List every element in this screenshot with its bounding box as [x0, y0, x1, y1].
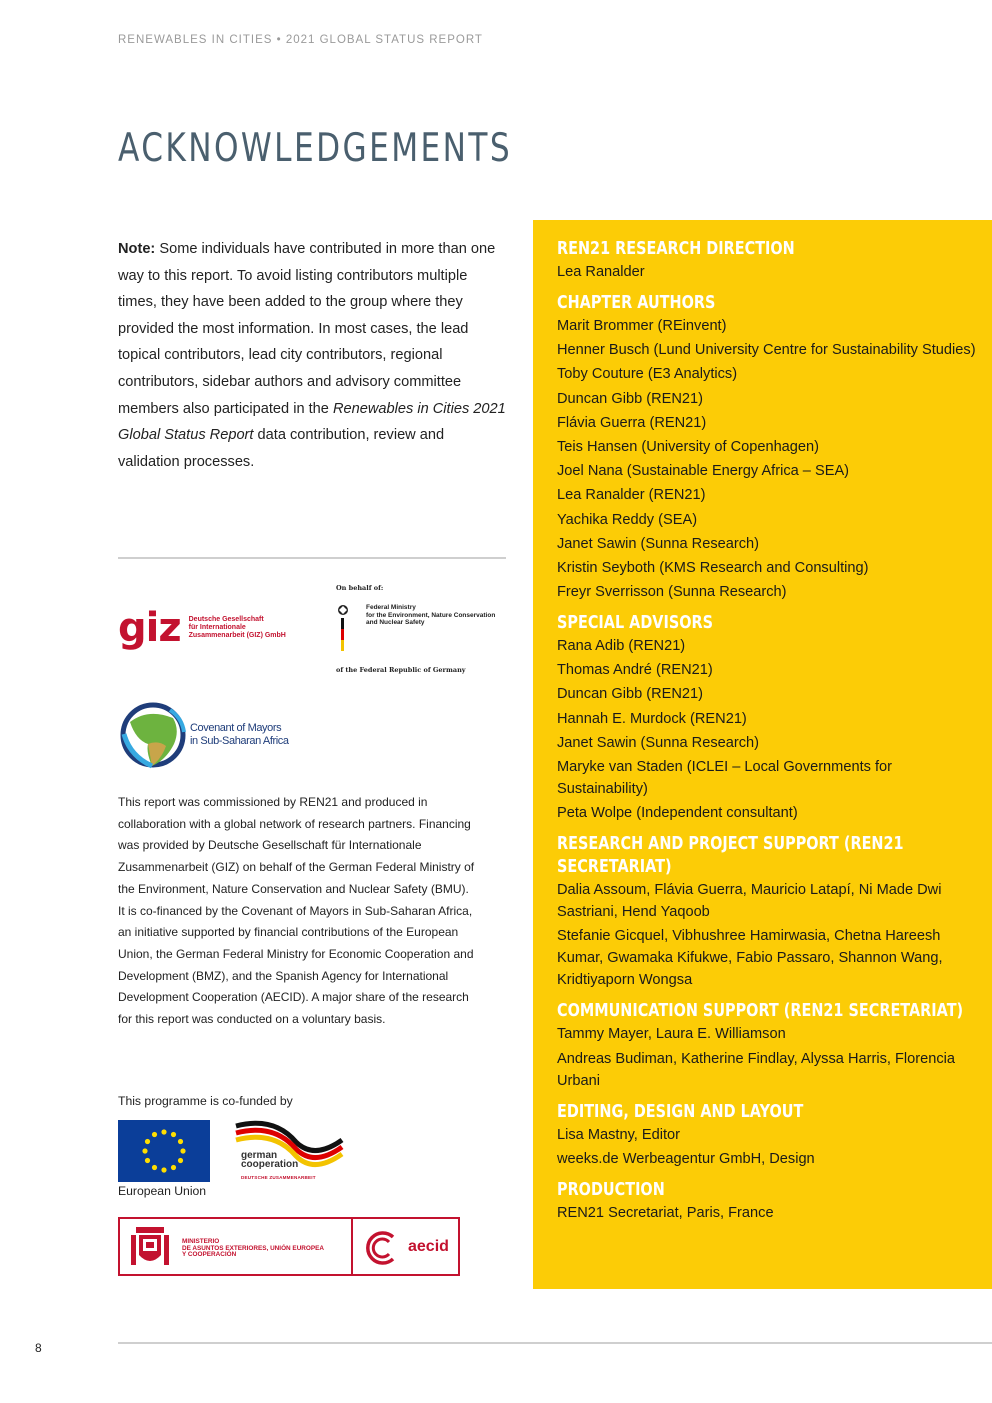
- section-heading: COMMUNICATION SUPPORT (REN21 SECRETARIAT): [557, 1001, 964, 1022]
- note-report-title: Renewables in Cities 2021 Global Status Report: [118, 400, 506, 444]
- giz-mark: giz: [118, 605, 181, 651]
- giz-name: [189, 616, 286, 640]
- section-heading: SPECIAL ADVISORS: [557, 613, 713, 634]
- giz-line: Zusammenarbeit (GIZ) GmbH: [188, 632, 286, 639]
- ministry-line: DE ASUNTOS EXTERIORES, UNIÓN EUROPEA: [182, 1244, 325, 1252]
- contributor-entry: Lea Ranalder (REN21): [557, 487, 706, 504]
- gc-line: german: [241, 1150, 278, 1161]
- contributor-entry: Maryke van Staden (ICLEI – Local Governments for Sustainability): [557, 759, 893, 797]
- eu-star-icon: [161, 1129, 166, 1134]
- page-title: ACKNOWLEDGEMENTS: [118, 126, 513, 171]
- contributor-entry: Henner Busch (Lund University Centre for Sustainability Studies): [557, 342, 976, 359]
- cofund-label: This programme is co-funded by: [118, 1094, 293, 1108]
- contributor-entry: Andreas Budiman, Katherine Findlay, Alyssa Harris, Florencia Urbani: [557, 1050, 955, 1089]
- eu-star-icon: [152, 1132, 157, 1137]
- contributor-entry: Freyr Sverrisson (Sunna Research): [557, 584, 787, 601]
- gc-line: cooperation: [241, 1159, 299, 1170]
- contributor-entry: Duncan Gibb (REN21): [557, 686, 704, 703]
- footer-rule: [118, 1342, 992, 1344]
- bmu-logo: [336, 584, 496, 674]
- eu-star-icon: [161, 1167, 166, 1172]
- aecid-separator: [351, 1219, 353, 1274]
- covenant-of-mayors-logo: [118, 700, 289, 770]
- aecid-wordmark: aecid: [408, 1238, 449, 1255]
- commission-paragraph: This report was commissioned by REN21 and produced in collaboration with a global network of research partners. Financing was provided by Deutsche Gesellschaft für Internationale Zusammenarbeit (GIZ) on behalf of the German Federal Ministry of the Environment, Nature Conservation and Nuclear Safety (BMU). It is co-financed by the Covenant of Mayors in Sub-Saharan Africa, an initiative supported by financial contributions of the European Union, the German Federal Ministry for Economic Cooperation and Development (BMZ), and the Spanish Agency for International Development Cooperation (AECID). A major share of the research for this report was conducted on a voluntary basis.: [118, 795, 475, 1027]
- section-divider: [118, 557, 506, 559]
- bmu-line: and Nuclear Safety: [366, 619, 425, 626]
- aecid-c-icon: [363, 1229, 401, 1267]
- ministry-line: Y COOPERACIÓN: [182, 1251, 237, 1259]
- contributor-entry: Marit Brommer (REinvent): [557, 318, 727, 334]
- contributor-entry: Peta Wolpe (Independent consultant): [557, 805, 798, 822]
- section-heading: RESEARCH AND PROJECT SUPPORT (REN21 SECRETARIAT): [557, 834, 904, 878]
- eu-star-icon: [171, 1165, 176, 1170]
- contributor-entry: Janet Sawin (Sunna Research): [557, 535, 759, 552]
- contributor-entry: Dalia Assoum, Flávia Guerra, Mauricio Latapí, Ni Made Dwi Sastriani, Hend Yaqoob: [557, 882, 942, 921]
- contributors-panel: [533, 220, 992, 1289]
- running-header: RENEWABLES IN CITIES • 2021 GLOBAL STATUS REPORT: [118, 34, 483, 46]
- bmu-republic: of the Federal Republic of Germany: [336, 666, 466, 674]
- africa-globe-icon: [118, 700, 188, 770]
- eu-star-icon: [178, 1139, 183, 1144]
- giz-line: Deutsche Gesellschaft: [188, 616, 264, 623]
- covenant-line: in Sub-Saharan Africa: [190, 735, 289, 747]
- note-paragraph: [118, 236, 506, 475]
- bmu-row: [336, 604, 495, 652]
- contributor-entry: Rana Adib (REN21): [557, 638, 686, 655]
- contributor-entry: Teis Hansen (University of Copenhagen): [557, 438, 820, 455]
- bmu-line: Federal Ministry: [366, 604, 416, 611]
- contributor-entry: Kristin Seyboth (KMS Research and Consulting): [557, 559, 869, 576]
- section-heading: EDITING, DESIGN AND LAYOUT: [557, 1101, 804, 1122]
- giz-line: für Internationale: [188, 624, 246, 631]
- contributor-entry: Stefanie Gicquel, Vibhushree Hamirwasia, Chetna Hareesh Kumar, Gwamaka Kifukwe, Fabio Passaro, Shannon Wang, Kridtiyaporn Wongsa: [557, 928, 943, 989]
- section-heading: PRODUCTION: [557, 1179, 665, 1200]
- ministry-name: [182, 1239, 324, 1259]
- ministry-line: MINISTERIO: [182, 1238, 220, 1245]
- german-eagle-icon: [336, 604, 350, 652]
- eu-star-icon: [178, 1158, 183, 1163]
- bmu-name: [366, 604, 495, 652]
- eu-star-icon: [180, 1148, 185, 1153]
- eu-flag-icon: [118, 1120, 210, 1182]
- contributor-entry: Hannah E. Murdock (REN21): [557, 710, 747, 727]
- contributor-entry: Toby Couture (E3 Analytics): [557, 366, 738, 383]
- contributor-entry: Joel Nana (Sustainable Energy Africa – SEA): [557, 463, 850, 480]
- eu-star-icon: [145, 1139, 150, 1144]
- spain-shield-icon: [130, 1225, 170, 1269]
- note-text: Some individuals have contributed in more than one way to this report. To avoid listing contributors multiple times, they have been added to the group where they provided the most information. In most cases, the lead topical contributors, lead city contributors, regional contributors, sidebar authors and advisory committee members also participated in the: [118, 241, 496, 417]
- german-cooperation-sub: DEUTSCHE ZUSAMMENARBEIT: [241, 1175, 316, 1180]
- contributor-entry: Yachika Reddy (SEA): [557, 511, 698, 528]
- eu-star-icon: [145, 1158, 150, 1163]
- page-number: 8: [35, 1341, 42, 1355]
- contributor-entry: Flávia Guerra (REN21): [557, 414, 707, 431]
- contributors-list: [557, 238, 982, 1226]
- contributor-entry: Duncan Gibb (REN21): [557, 390, 704, 407]
- contributor-entry: Lisa Mastny, Editor: [557, 1126, 681, 1143]
- contributor-entry: Janet Sawin (Sunna Research): [557, 734, 759, 751]
- contributor-entry: Lea Ranalder: [557, 264, 645, 280]
- aecid-logo-box: [118, 1217, 460, 1276]
- eu-star-icon: [152, 1165, 157, 1170]
- eu-star-icon: [142, 1148, 147, 1153]
- bmu-behalf: On behalf of:: [336, 584, 384, 592]
- bmu-line: for the Environment, Nature Conservation: [366, 611, 496, 619]
- note-label: Note:: [118, 241, 156, 257]
- contributor-entry: REN21 Secretariat, Paris, France: [557, 1204, 774, 1221]
- eu-label: European Union: [118, 1184, 207, 1198]
- giz-logo: [118, 605, 286, 651]
- note-text-end: data contribution, review and validation processes.: [118, 427, 445, 470]
- section-heading: CHAPTER AUTHORS: [557, 293, 716, 313]
- contributor-entry: weeks.de Werbeagentur GmbH, Design: [557, 1150, 815, 1167]
- eu-star-icon: [171, 1132, 176, 1137]
- covenant-name: [190, 722, 289, 748]
- contributor-entry: Thomas André (REN21): [557, 662, 713, 679]
- contributor-entry: Tammy Mayer, Laura E. Williamson: [557, 1026, 786, 1043]
- section-heading: REN21 RESEARCH DIRECTION: [557, 239, 795, 259]
- covenant-line: Covenant of Mayors: [190, 722, 282, 734]
- german-cooperation-name: [241, 1151, 298, 1169]
